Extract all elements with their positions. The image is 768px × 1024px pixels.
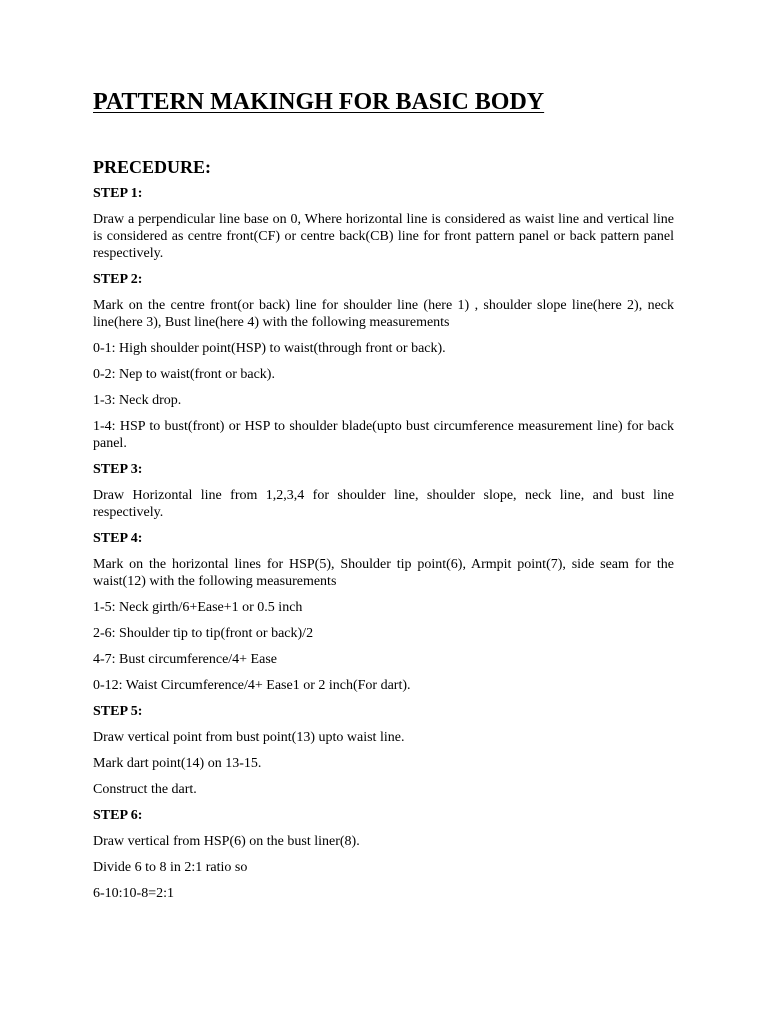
step-paragraph: 1-5: Neck girth/6+Ease+1 or 0.5 inch (93, 600, 303, 615)
step-paragraph: 4-7: Bust circumference/4+ Ease (93, 652, 277, 667)
step-paragraph: Mark on the horizontal lines for HSP(5), Shoulder tip point(6), Armpit point(7), side seam for the waist(12) with the following measurements (93, 557, 674, 589)
step-3 (93, 461, 674, 521)
step-paragraph: 0-1: High shoulder point(HSP) to waist(through front or back). (93, 341, 446, 356)
step-heading: STEP 6: (93, 808, 143, 823)
document-page (93, 86, 674, 911)
step-paragraph: Draw vertical point from bust point(13) upto waist line. (93, 730, 405, 745)
step-paragraph: Draw a perpendicular line base on 0, Where horizontal line is considered as waist line and vertical line is considered as centre front(CF) or centre back(CB) line for front pattern panel or back pattern panel respectively. (93, 212, 674, 261)
step-heading: STEP 3: (93, 462, 143, 477)
step-heading: STEP 5: (93, 704, 143, 719)
step-heading: STEP 2: (93, 272, 143, 287)
step-2 (93, 271, 674, 452)
step-6 (93, 807, 674, 902)
step-paragraph: 1-3: Neck drop. (93, 393, 182, 408)
step-paragraph: Construct the dart. (93, 782, 197, 797)
step-5 (93, 703, 674, 798)
step-paragraph: Draw Horizontal line from 1,2,3,4 for shoulder line, shoulder slope, neck line, and bust line respectively. (93, 488, 674, 520)
step-heading: STEP 1: (93, 186, 143, 201)
procedure-heading: PRECEDURE: (93, 157, 212, 177)
step-heading: STEP 4: (93, 531, 143, 546)
document-title: PATTERN MAKINGH FOR BASIC BODY (93, 89, 545, 115)
step-1 (93, 185, 674, 262)
step-paragraph: 0-12: Waist Circumference/4+ Ease1 or 2 inch(For dart). (93, 678, 411, 693)
step-paragraph: 0-2: Nep to waist(front or back). (93, 367, 275, 382)
step-paragraph: 2-6: Shoulder tip to tip(front or back)/2 (93, 626, 314, 641)
step-paragraph: 1-4: HSP to bust(front) or HSP to shoulder blade(upto bust circumference measurement line) for back panel. (93, 419, 674, 451)
step-paragraph: 6-10:10-8=2:1 (93, 886, 174, 901)
step-paragraph: Mark on the centre front(or back) line for shoulder line (here 1) , shoulder slope line(here 2), neck line(here 3), Bust line(here 4) with the following measurements (93, 298, 674, 330)
step-paragraph: Draw vertical from HSP(6) on the bust liner(8). (93, 834, 360, 849)
step-4 (93, 530, 674, 694)
step-paragraph: Mark dart point(14) on 13-15. (93, 756, 262, 771)
step-paragraph: Divide 6 to 8 in 2:1 ratio so (93, 860, 248, 875)
